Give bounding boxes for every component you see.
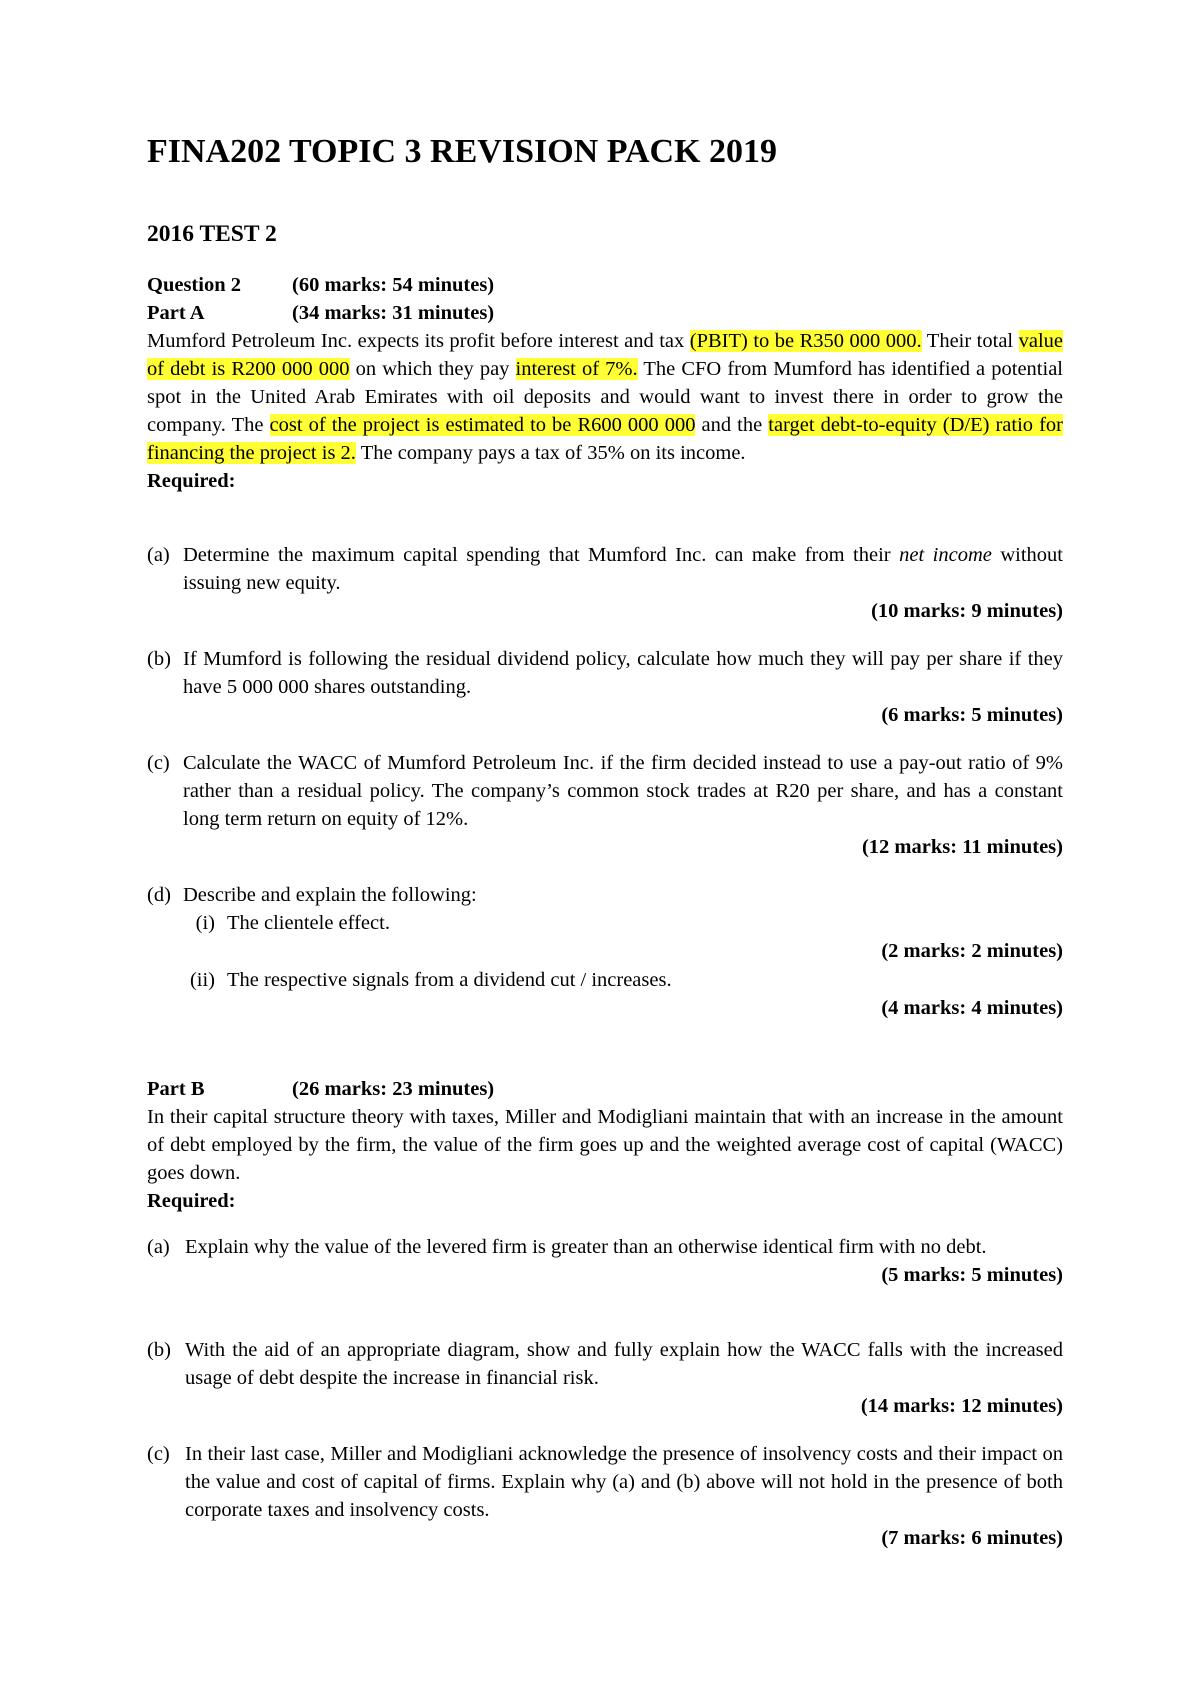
scenario-text: The company pays a tax of 35% on its income. (355, 442, 746, 464)
part-b-marks: (26 marks: 23 minutes) (292, 1078, 495, 1100)
question-text (147, 749, 1063, 833)
part-a-required-label: Required: (147, 470, 236, 492)
question-text (147, 1336, 1063, 1392)
part-a-question-a (147, 541, 1063, 625)
part-a-question-d (147, 881, 1063, 1022)
marks-allocation: (4 marks: 4 minutes) (881, 997, 1063, 1019)
part-b-question-a (147, 1233, 1063, 1289)
question-marker: (b) (147, 648, 171, 670)
question-text-part: With the aid of an appropriate diagram, show and fully explain how the WACC falls with the increased usage of debt despite the increase in financial risk. (185, 1339, 1063, 1389)
question-text-part: without issuing new equity. (183, 544, 1063, 594)
part-b-question-b (147, 1336, 1063, 1420)
question-marks: (60 marks: 54 minutes) (292, 274, 495, 296)
part-b-scenario: In their capital structure theory with taxes, Miller and Modigliani maintain that with an increase in the amount of debt employed by the firm, the value of the firm goes up and the weighted average cost of capital (WACC) goes down. (147, 1106, 1063, 1184)
question-text-part: Determine the maximum capital spending that Mumford Inc. can make from their (183, 544, 900, 566)
part-a-marks: (34 marks: 31 minutes) (292, 302, 495, 324)
sub-question-text: The respective signals from a dividend cut / increases. (227, 969, 672, 991)
marks-allocation: (7 marks: 6 minutes) (881, 1527, 1063, 1549)
question-marker: (c) (147, 752, 170, 774)
document-title: FINA202 TOPIC 3 REVISION PACK 2019 (147, 133, 778, 170)
marks-allocation: (12 marks: 11 minutes) (861, 836, 1063, 858)
part-a-header (147, 299, 1063, 327)
part-a-label: Part A (147, 302, 205, 324)
marks-allocation: (5 marks: 5 minutes) (881, 1264, 1063, 1286)
highlight-interest: interest of 7%. (515, 358, 638, 380)
part-b-question-c (147, 1440, 1063, 1552)
question-marker: (d) (147, 884, 171, 906)
scenario-text: The CFO from Mumford has identified a potential spot in the United Arab Emirates with oil deposits and would want to invest there in order to grow the company. The (147, 358, 1063, 436)
marks-allocation: (10 marks: 9 minutes) (871, 600, 1063, 622)
test-heading: 2016 TEST 2 (147, 221, 277, 247)
highlight-project-cost: cost of the project is estimated to be R600 000 000 (269, 414, 696, 436)
question-text-part: Explain why the value of the levered firm is greater than an otherwise identical firm with no debt. (185, 1236, 987, 1258)
question-text (147, 645, 1063, 701)
sub-question-ii (147, 966, 1063, 994)
part-b-label: Part B (147, 1078, 205, 1100)
sub-question-i (147, 909, 1063, 937)
roman-marker: (ii) (189, 969, 215, 991)
question-marker: (a) (147, 1236, 170, 1258)
marks-allocation: (2 marks: 2 minutes) (881, 940, 1063, 962)
part-b-section (147, 1075, 1063, 1215)
question-text-part: Describe and explain the following: (183, 884, 477, 906)
question-text-part: In their last case, Miller and Modigliani acknowledge the presence of insolvency costs and their impact on the value and cost of capital of firms. Explain why (a) and (b) above will not hold in the presence of both corporate taxes and insolvency costs. (185, 1443, 1063, 1521)
part-a-question-b (147, 645, 1063, 729)
marks-allocation: (14 marks: 12 minutes) (860, 1395, 1063, 1417)
part-a-scenario (147, 327, 1063, 467)
scenario-text: Their total (921, 330, 1019, 352)
part-b-header (147, 1075, 1063, 1103)
question-header (147, 271, 1063, 299)
question-text-part: If Mumford is following the residual dividend policy, calculate how much they will pay per share if they have 5 000 000 shares outstanding. (183, 648, 1063, 698)
question-text-part: Calculate the WACC of Mumford Petroleum Inc. if the firm decided instead to use a pay-out ratio of 9% rather than a residual policy. The company’s common stock trades at R20 per share, and has a constant long term return on equity of 12%. (183, 752, 1063, 830)
highlight-pbit: (PBIT) to be R350 000 000. (689, 330, 922, 352)
part-a-question-c (147, 749, 1063, 861)
highlight-de-ratio: target debt-to-equity (D/E) ratio for financing the project is 2. (147, 414, 1063, 464)
marks-allocation: (6 marks: 5 minutes) (881, 704, 1063, 726)
highlight-debt: value of debt is R200 000 000 (147, 330, 1064, 380)
scenario-text: Mumford Petroleum Inc. expects its profit before interest and tax (147, 330, 690, 352)
question-text (147, 1440, 1063, 1524)
question-text (147, 541, 1063, 597)
question-label: Question 2 (147, 274, 241, 296)
part-b-required-label: Required: (147, 1190, 236, 1212)
italic-term: net income (899, 544, 992, 566)
question-marker: (a) (147, 544, 170, 566)
part-a-section (147, 271, 1063, 495)
sub-question-text: The clientele effect. (227, 912, 390, 934)
scenario-text: on which they pay (349, 358, 516, 380)
scenario-text: and the (695, 414, 769, 436)
question-text (147, 1233, 1063, 1261)
question-marker: (b) (147, 1339, 171, 1361)
question-text (147, 881, 1063, 909)
roman-marker: (i) (195, 912, 215, 934)
question-marker: (c) (147, 1443, 170, 1465)
